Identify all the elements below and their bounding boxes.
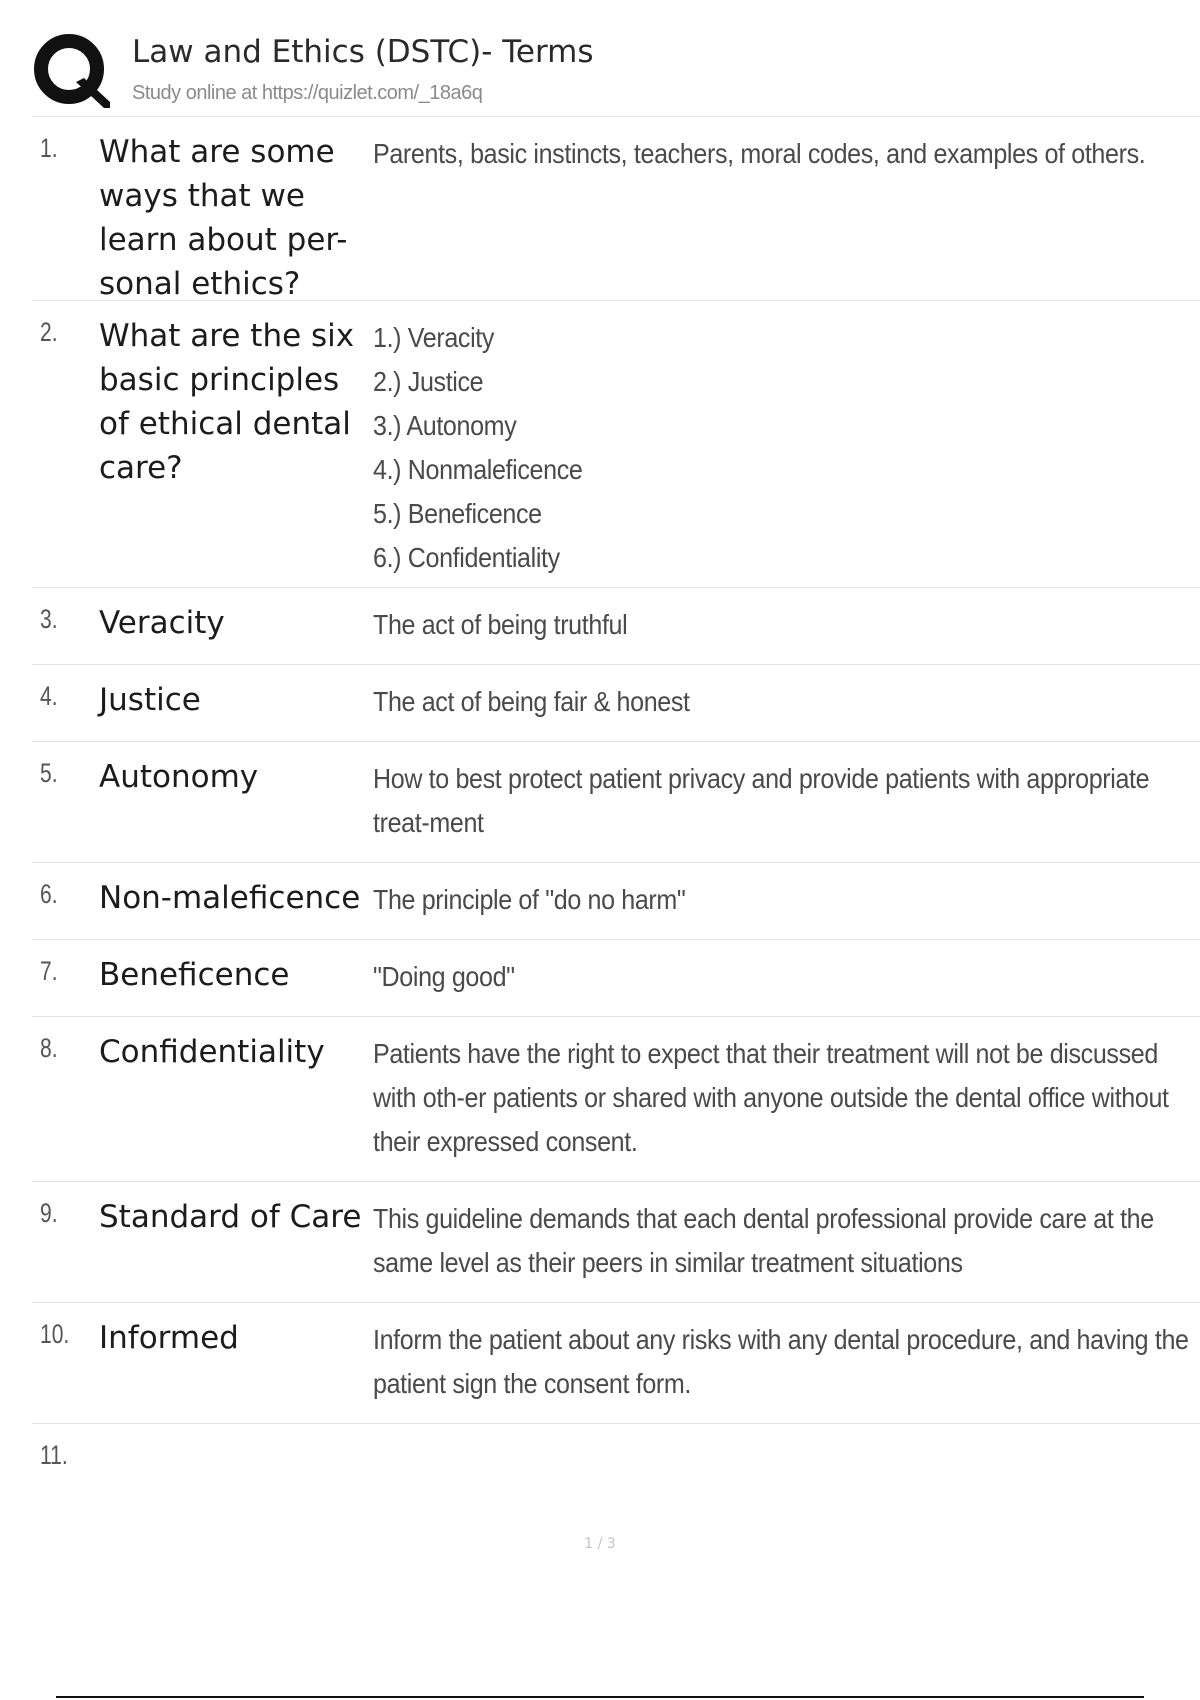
term-text: Veracity (99, 605, 225, 641)
term-number: 11. (40, 1440, 68, 1470)
term-text: What are the six basic principles of ethical dental care? (99, 318, 355, 486)
term-definition: The act of being fair & honest (373, 686, 690, 717)
term-row (32, 940, 1200, 1017)
term-text: Autonomy (99, 759, 259, 795)
term-row (32, 742, 1200, 863)
term-row (32, 301, 1200, 588)
term-number: 1. (40, 133, 58, 163)
term-number: 7. (40, 956, 58, 986)
term-row (32, 1424, 1200, 1500)
term-number: 6. (40, 879, 58, 909)
document-header (32, 32, 1200, 117)
term-text: Confidentiality (99, 1034, 325, 1070)
term-number: 5. (40, 758, 58, 788)
term-text: Informed (99, 1320, 239, 1356)
term-number: 2. (40, 317, 58, 347)
term-row (32, 1303, 1200, 1424)
term-number: 4. (40, 681, 58, 711)
page-number: 1 / 3 (584, 1536, 616, 1552)
footer-divider (56, 1696, 1144, 1698)
term-definition: "Doing good" (373, 961, 515, 992)
term-text: Non-maleficence (99, 880, 361, 916)
term-row (32, 1017, 1200, 1182)
term-definition: The act of being truthful (373, 609, 628, 640)
terms-list (32, 117, 1200, 1500)
term-number: 9. (40, 1198, 58, 1228)
document-title: Law and Ethics (DSTC)- Terms (132, 34, 594, 70)
term-definition: Inform the patient about any risks with any dental procedure, and having the patient sign the consent form. (373, 1324, 1189, 1399)
term-row (32, 665, 1200, 742)
term-number: 3. (40, 604, 58, 634)
term-row (32, 863, 1200, 940)
term-row (32, 117, 1200, 301)
term-definition: Patients have the right to expect that their treatment will not be discussed with oth-er patients or shared with anyone outside the dental office without their expressed consent. (373, 1038, 1169, 1157)
term-text: What are some ways that we learn about per-sonal ethics? (99, 134, 348, 302)
term-number: 8. (40, 1033, 58, 1063)
term-definition: This guideline demands that each dental professional provide care at the same level as their peers in similar treatment situations (373, 1203, 1154, 1278)
term-definition: 1.) Veracity 2.) Justice 3.) Autonomy 4.) Nonmaleficence 5.) Beneficence 6.) Confidentiality (373, 322, 583, 573)
term-definition: How to best protect patient privacy and provide patients with appropriate treat-ment (373, 763, 1150, 838)
study-online-link[interactable]: Study online at https://quizlet.com/_18a6q (132, 82, 483, 104)
term-definition: Parents, basic instincts, teachers, moral codes, and examples of others. (373, 138, 1146, 169)
term-text: Standard of Care (99, 1199, 362, 1235)
term-number: 10. (40, 1319, 70, 1349)
term-row (32, 588, 1200, 665)
term-definition: The principle of "do no harm" (373, 884, 686, 915)
term-text: Beneficence (99, 957, 290, 993)
quizlet-logo-icon (32, 32, 112, 112)
term-row (32, 1182, 1200, 1303)
term-text: Justice (99, 682, 201, 718)
